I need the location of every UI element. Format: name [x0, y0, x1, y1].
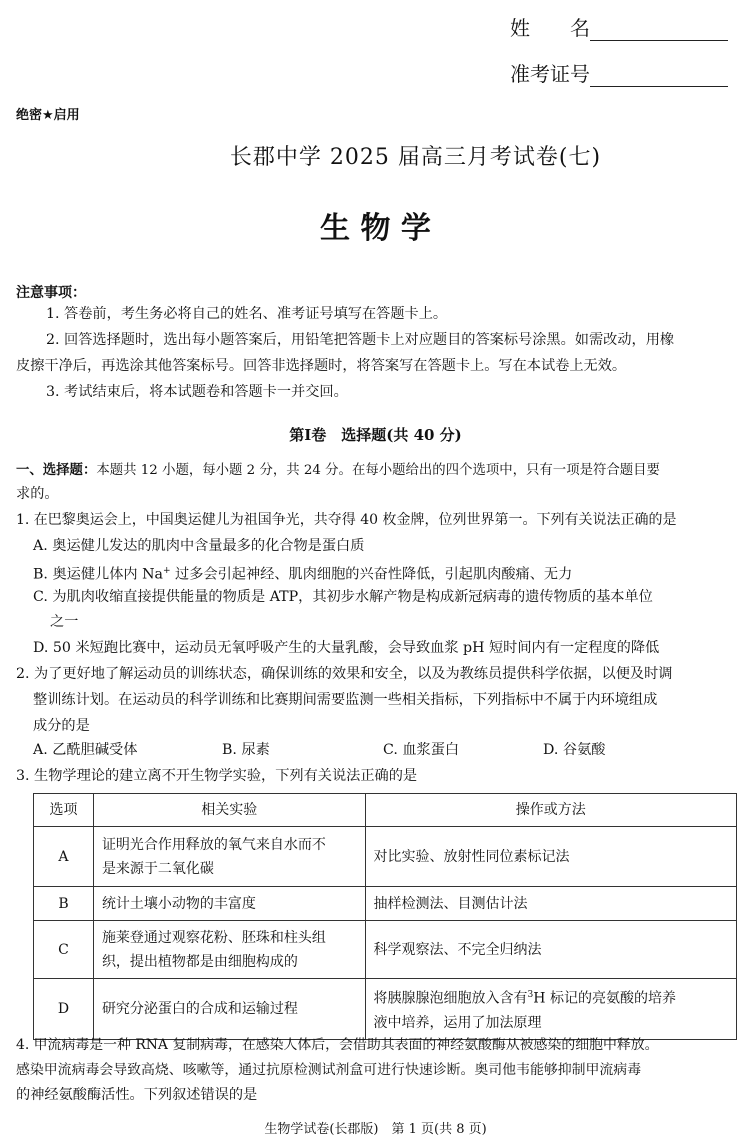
q1-option-b [33, 561, 572, 585]
exam-id-blank [590, 60, 728, 87]
table-cell-option: B [34, 887, 94, 921]
q2-option-c: C. 血浆蛋白 [383, 742, 460, 758]
q2-option-b: B. 尿素 [222, 742, 270, 758]
notice-item-1: 1. 答卷前，考生务必将自己的姓名、准考证号填写在答题卡上。 [46, 306, 448, 322]
q2-stem-c: 成分的是 [33, 718, 90, 734]
part1-desc-b: 求的。 [16, 486, 59, 502]
experiment-line: 证明光合作用释放的氧气来自水而不 [101, 836, 326, 853]
q3-table [33, 793, 737, 1040]
table-header-cell: 选项 [34, 794, 94, 827]
exam-title: 长郡中学 2025 届高三月考试卷(七) [229, 145, 602, 170]
table-cell-method: 对比实验、放射性同位素标记法 [365, 827, 736, 887]
table-row [34, 921, 737, 979]
table-cell-method [365, 979, 736, 1040]
table-cell-option: C [34, 921, 94, 979]
table-header-row [34, 794, 737, 827]
table-cell-experiment [93, 827, 365, 887]
q2-stem-a: 2. 为了更好地了解运动员的训练状态，确保训练的效果和安全，以及为教练员提供科学依据，以便及时调 [16, 666, 673, 682]
q4-line-3: 的神经氨酸酶活性。下列叙述错误的是 [16, 1087, 258, 1103]
q3-stem: 3. 生物学理论的建立离不开生物学实验，下列有关说法正确的是 [16, 768, 418, 784]
q1-option-d: D. 50 米短跑比赛中，运动员无氧呼吸产生的大量乳酸，会导致血浆 pH 短时间内有一定程度的降低 [33, 640, 660, 656]
notice-item-2a: 2. 回答选择题时，选出每小题答案后，用铅笔把答题卡上对应题目的答案标号涂黑。如需改动，用橡 [46, 332, 675, 348]
method-sup: 3 [527, 990, 534, 1000]
q1-option-c-a: C. 为肌肉收缩直接提供能量的物质是 ATP，其初步水解产物是构成新冠病毒的遗传物质的基本单位 [33, 589, 653, 605]
experiment-line: 织，提出植物都是由细胞构成的 [101, 953, 298, 970]
exam-id-field [510, 58, 728, 87]
q4-line-2: 感染甲流病毒会导致高烧、咳嗽等，通过抗原检测试剂盒可进行快速诊断。奥司他韦能够抑制甲流病毒 [16, 1062, 642, 1078]
q2-option-a: A. 乙酰胆碱受体 [33, 742, 138, 758]
part1-heading: 一、选择题： [16, 462, 97, 478]
part1-intro [16, 460, 660, 481]
table-cell-method: 科学观察法、不完全归纳法 [365, 921, 736, 979]
table-cell-experiment [93, 921, 365, 979]
table-header-cell: 相关实验 [93, 794, 365, 827]
table-cell-experiment: 研究分泌蛋白的合成和运输过程 [93, 979, 365, 1040]
part1-desc-a: 本题共 12 小题，每小题 2 分，共 24 分。在每小题给出的四个选项中，只有一项是符合题目要 [96, 463, 660, 478]
table-cell-experiment: 统计土壤小动物的丰富度 [93, 887, 365, 921]
q2-option-d: D. 谷氨酸 [543, 742, 606, 758]
q1-option-b-pre: B. 奥运健儿体内 Na [33, 566, 163, 583]
name-blank [590, 14, 728, 41]
section-title: 第Ⅰ卷 选择题(共 40 分) [289, 426, 462, 444]
table-cell-method: 抽样检测法、目测估计法 [365, 887, 736, 921]
table-row [34, 979, 737, 1040]
subject-title: 生 物 学 [320, 211, 431, 246]
table-row [34, 827, 737, 887]
page-footer: 生物学试卷(长郡版) 第 1 页(共 8 页) [264, 1122, 487, 1137]
q1-option-a: A. 奥运健儿发达的肌肉中含量最多的化合物是蛋白质 [33, 538, 365, 554]
exam-id-label: 准考证号 [510, 62, 590, 86]
method-line: H 标记的亮氨酸的培养 [533, 990, 676, 1007]
q1-option-c-b: 之一 [50, 614, 79, 630]
name-label: 姓 名 [510, 16, 590, 40]
notice-item-3: 3. 考试结束后，将本试题卷和答题卡一并交回。 [46, 384, 348, 400]
experiment-line: 施莱登通过观察花粉、胚珠和柱头组 [101, 929, 326, 946]
name-field [510, 12, 728, 41]
notice-heading: 注意事项： [16, 285, 86, 301]
q4-line-1: 4. 甲流病毒是一种 RNA 复制病毒，在感染人体后，会借助其表面的神经氨酸酶从被感染的细胞中释放。 [16, 1037, 659, 1053]
method-line: 液中培养，运用了加法原理 [373, 1014, 542, 1031]
table-header-cell: 操作或方法 [365, 794, 736, 827]
table-cell-option: D [34, 979, 94, 1040]
table-cell-option: A [34, 827, 94, 887]
notice-item-2b: 皮擦干净后，再选涂其他答案标号。回答非选择题时，将答案写在答题卡上。写在本试卷上无效。 [16, 358, 627, 374]
q1-stem: 1. 在巴黎奥运会上，中国奥运健儿为祖国争光，共夺得 40 枚金牌，位列世界第一。下列有关说法正确的是 [16, 512, 677, 528]
table-row [34, 887, 737, 921]
q1-option-b-sup: + [162, 566, 171, 576]
secret-label: 绝密★启用 [16, 108, 80, 123]
method-line: 将胰腺腺泡细胞放入含有 [373, 990, 528, 1007]
experiment-line: 是来源于二氧化碳 [101, 860, 214, 877]
q2-stem-b: 整训练计划。在运动员的科学训练和比赛期间需要监测一些相关指标，下列指标中不属于内环境组成 [33, 692, 658, 708]
q1-option-b-post: 过多会引起神经、肌肉细胞的兴奋性降低，引起肌肉酸痛、无力 [170, 566, 573, 583]
